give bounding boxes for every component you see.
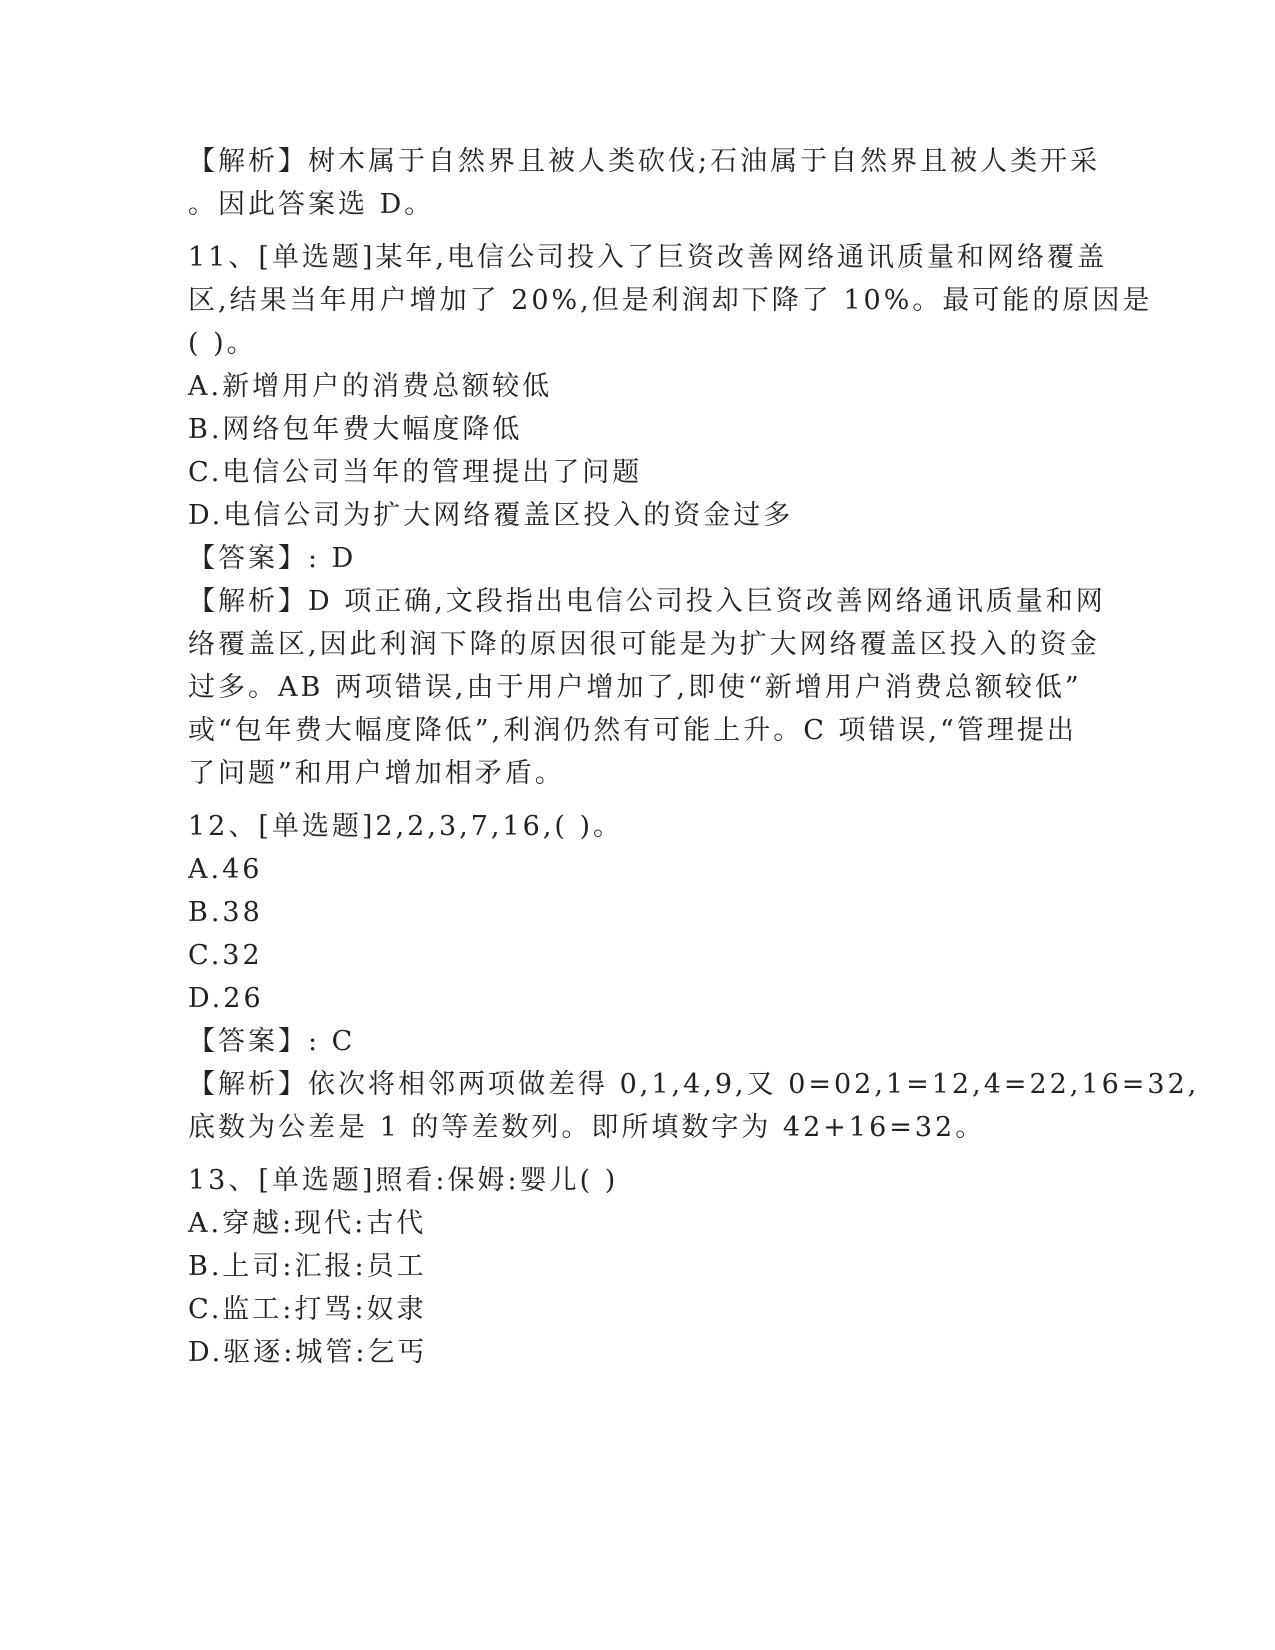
question-11 — [188, 236, 1153, 795]
prev-analysis — [188, 140, 1101, 226]
analysis-line: 了问题”和用户增加相矛盾。 — [188, 758, 565, 789]
answer-line: 【答案】: C — [188, 1026, 356, 1057]
option-a: A.新增用户的消费总额较低 — [188, 371, 553, 402]
analysis-line: 或“包年费大幅度降低”,利润仍然有可能上升。C 项错误,“管理提出 — [188, 715, 1077, 746]
analysis-line: 络覆盖区,因此利润下降的原因很可能是为扩大网络覆盖区投入的资金 — [188, 629, 1100, 660]
option-a: A.穿越:现代:古代 — [188, 1208, 427, 1239]
analysis-line: 【解析】树木属于自然界且被人类砍伐;石油属于自然界且被人类开采 — [188, 146, 1101, 177]
analysis-line: 底数为公差是 1 的等差数列。即所填数字为 42+16=32。 — [188, 1112, 986, 1143]
option-d: D.驱逐:城管:乞丐 — [188, 1337, 428, 1368]
question-stem: 12、[单选题]2,2,3,7,16,( )。 — [188, 811, 624, 842]
option-c: C.监工:打骂:奴隶 — [188, 1294, 427, 1325]
option-d: D.电信公司为扩大网络覆盖区投入的资金过多 — [188, 500, 794, 531]
analysis-line: 【解析】D 项正确,文段指出电信公司投入巨资改善网络通讯质量和网 — [188, 586, 1106, 617]
option-d: D.26 — [188, 983, 264, 1014]
analysis-line: 。因此答案选 D。 — [188, 189, 435, 220]
question-stem: 13、[单选题]照看:保姆:婴儿( ) — [188, 1165, 619, 1196]
question-stem: ( )。 — [188, 328, 257, 359]
question-stem: 11、[单选题]某年,电信公司投入了巨资改善网络通讯质量和网络覆盖 — [188, 242, 1108, 273]
question-12 — [188, 805, 1200, 1149]
option-b: B.上司:汇报:员工 — [188, 1251, 427, 1282]
analysis-line: 【解析】依次将相邻两项做差得 0,1,4,9,又 0=02,1=12,4=22,16=32, — [188, 1069, 1200, 1100]
analysis-line: 过多。AB 两项错误,由于用户增加了,即使“新增用户消费总额较低” — [188, 672, 1082, 703]
option-c: C.电信公司当年的管理提出了问题 — [188, 457, 643, 488]
document-page — [188, 140, 1200, 1374]
option-b: B.网络包年费大幅度降低 — [188, 414, 523, 445]
question-stem: 区,结果当年用户增加了 20%,但是利润却下降了 10%。最可能的原因是 — [188, 285, 1153, 316]
option-b: B.38 — [188, 897, 263, 928]
option-c: C.32 — [188, 940, 263, 971]
answer-line: 【答案】: D — [188, 543, 357, 574]
question-13 — [188, 1159, 1088, 1374]
option-a: A.46 — [188, 854, 263, 885]
